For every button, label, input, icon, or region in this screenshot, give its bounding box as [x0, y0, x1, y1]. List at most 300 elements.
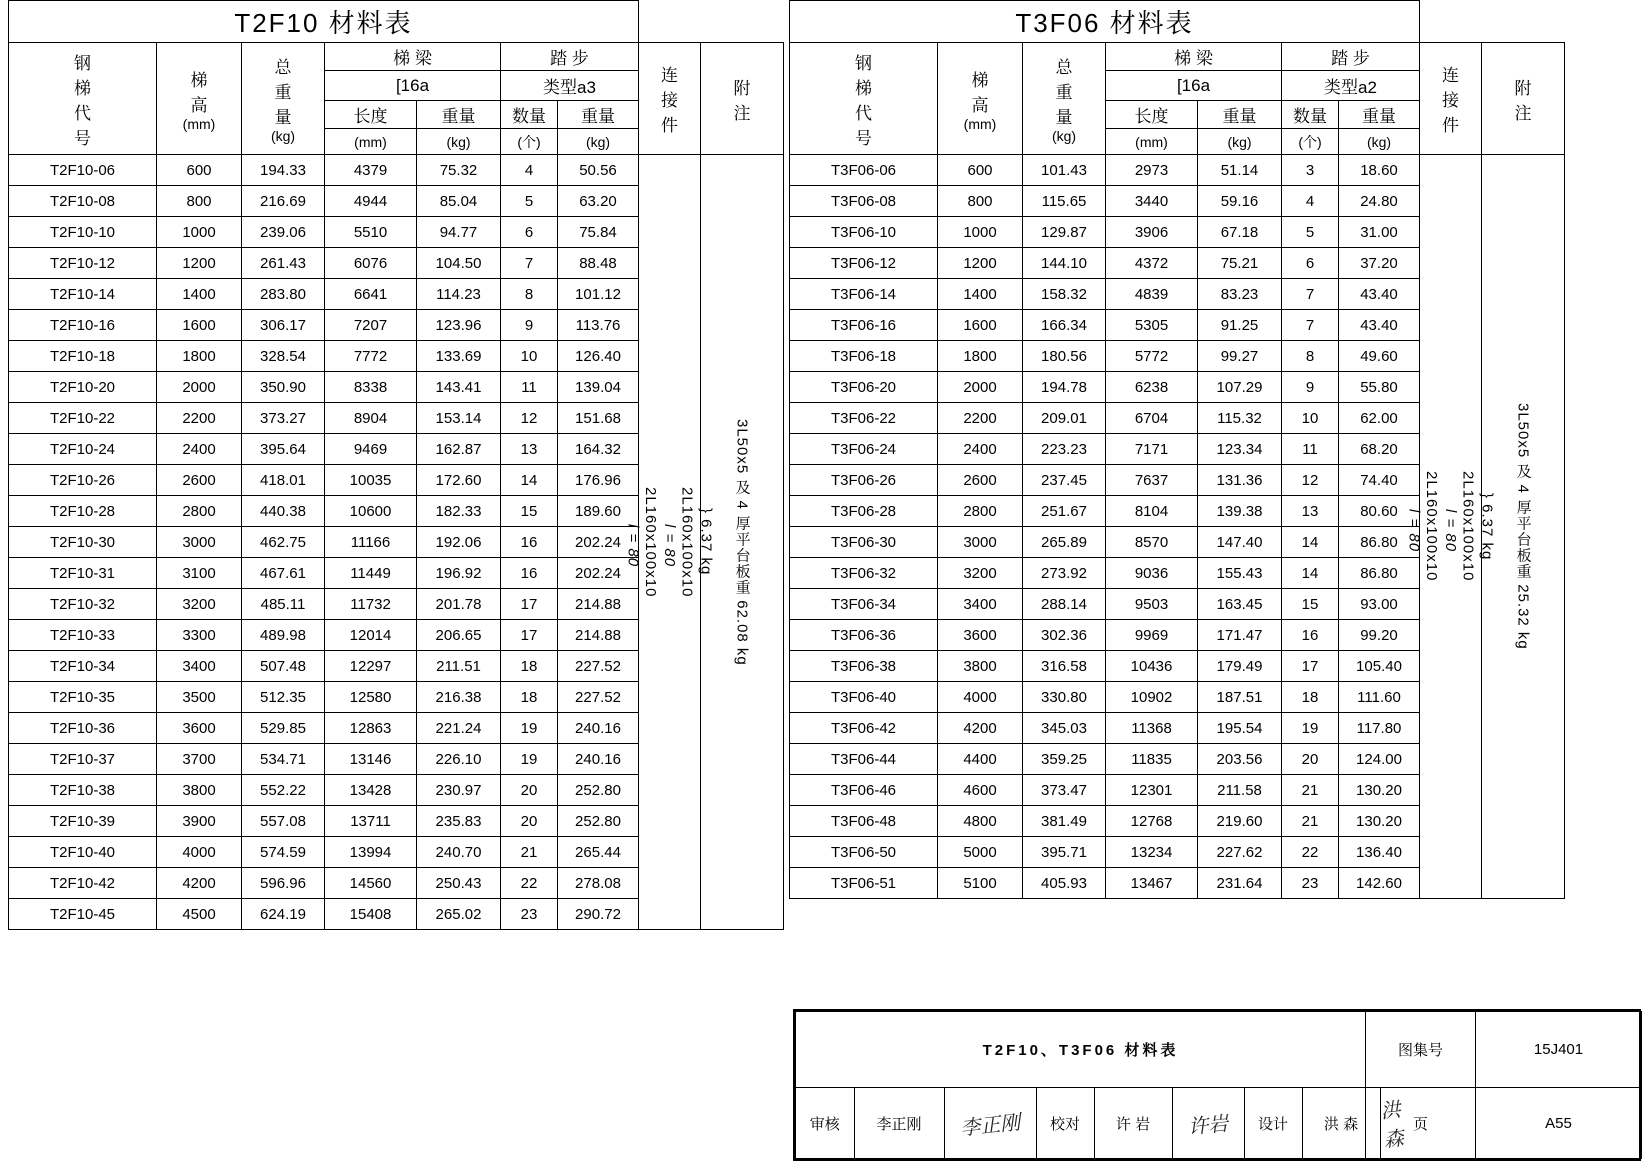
hdr-conn-l2: 接 [1442, 91, 1459, 110]
row-value-cell: 16 [1282, 620, 1339, 651]
row-value-cell: 11368 [1106, 713, 1198, 744]
row-value-cell: 2400 [938, 434, 1023, 465]
row-code-cell: T2F10-22 [9, 403, 157, 434]
row-code-cell: T2F10-30 [9, 527, 157, 558]
row-value-cell: 219.60 [1198, 806, 1282, 837]
right-header-step-weight: 重量 [1339, 101, 1420, 129]
row-value-cell: 12580 [325, 682, 417, 713]
row-code-cell: T2F10-33 [9, 620, 157, 651]
design-sign-text: 洪森 [1379, 1099, 1405, 1153]
row-value-cell: 240.16 [558, 744, 639, 775]
row-value-cell: 1000 [938, 217, 1023, 248]
hdr-remark-l1: 附 [1514, 78, 1532, 98]
row-code-cell: T3F06-28 [790, 496, 938, 527]
row-value-cell: 4200 [938, 713, 1023, 744]
row-value-cell: 557.08 [242, 806, 325, 837]
row-value-cell: 3200 [157, 589, 242, 620]
left-material-table [8, 0, 784, 930]
row-value-cell: 12 [1282, 465, 1339, 496]
row-value-cell: 171.47 [1198, 620, 1282, 651]
row-value-cell: 101.12 [558, 279, 639, 310]
row-value-cell: 1800 [938, 341, 1023, 372]
row-value-cell: 216.69 [242, 186, 325, 217]
row-value-cell: 418.01 [242, 465, 325, 496]
left-header-step-qty-unit: (个) [501, 129, 558, 155]
row-value-cell: 600 [938, 155, 1023, 186]
left-header-code [9, 43, 157, 155]
row-value-cell: 5000 [938, 837, 1023, 868]
row-value-cell: 18.60 [1339, 155, 1420, 186]
row-value-cell: 8904 [325, 403, 417, 434]
hdr-code-l2: 梯 [855, 78, 872, 98]
row-value-cell: 189.60 [558, 496, 639, 527]
row-code-cell: T3F06-06 [790, 155, 938, 186]
row-value-cell: 13711 [325, 806, 417, 837]
left-header-step-group: 踏 步 [501, 43, 639, 71]
hdr-tw-l2: 重 [1055, 83, 1073, 102]
row-code-cell: T3F06-42 [790, 713, 938, 744]
row-code-cell: T3F06-30 [790, 527, 938, 558]
title-block [793, 1009, 1641, 1161]
row-value-cell: 13 [501, 434, 558, 465]
hdr-tw-l3: 量 [1055, 108, 1073, 127]
row-value-cell: 105.40 [1339, 651, 1420, 682]
row-value-cell: 101.43 [1023, 155, 1106, 186]
hdr-height-unit: (mm) [182, 115, 216, 132]
right-header-height [938, 43, 1023, 155]
row-value-cell: 21 [1282, 806, 1339, 837]
row-code-cell: T3F06-12 [790, 248, 938, 279]
row-value-cell: 16 [501, 527, 558, 558]
titleblock-review-label: 审核 [796, 1088, 854, 1158]
row-value-cell: 395.71 [1023, 837, 1106, 868]
row-value-cell: 142.60 [1339, 868, 1420, 899]
row-value-cell: 179.49 [1198, 651, 1282, 682]
right-header-step-weight-unit: (kg) [1339, 129, 1420, 155]
row-value-cell: 151.68 [558, 403, 639, 434]
row-value-cell: 800 [157, 186, 242, 217]
row-value-cell: 1200 [157, 248, 242, 279]
row-value-cell: 130.20 [1339, 775, 1420, 806]
titleblock-atlas-value: 15J401 [1476, 1012, 1642, 1088]
row-value-cell: 143.41 [417, 372, 501, 403]
row-value-cell: 5 [501, 186, 558, 217]
right-header-step-qty-unit: (个) [1282, 129, 1339, 155]
row-value-cell: 209.01 [1023, 403, 1106, 434]
hdr-height-unit: (mm) [963, 115, 997, 132]
row-value-cell: 5100 [938, 868, 1023, 899]
row-value-cell: 11 [1282, 434, 1339, 465]
row-value-cell: 75.21 [1198, 248, 1282, 279]
row-value-cell: 2800 [938, 496, 1023, 527]
row-code-cell: T2F10-42 [9, 868, 157, 899]
check-sign-text: 许岩 [1187, 1112, 1230, 1139]
row-value-cell: 85.04 [417, 186, 501, 217]
row-value-cell: 440.38 [242, 496, 325, 527]
row-value-cell: 2600 [157, 465, 242, 496]
left-header-step-weight-unit: (kg) [558, 129, 639, 155]
row-value-cell: 113.76 [558, 310, 639, 341]
row-value-cell: 13146 [325, 744, 417, 775]
row-value-cell: 8104 [1106, 496, 1198, 527]
row-value-cell: 130.20 [1339, 806, 1420, 837]
connector-spec-line: 2L160x100x10 l = 80 [624, 486, 659, 598]
row-value-cell: 3800 [938, 651, 1023, 682]
hdr-code-l1: 钢 [855, 53, 872, 73]
row-value-cell: 3600 [938, 620, 1023, 651]
hdr-height-l1: 梯 [190, 70, 208, 90]
hdr-code-l4: 号 [855, 128, 872, 148]
titleblock-check-name: 许 岩 [1094, 1088, 1172, 1158]
row-value-cell: 80.60 [1339, 496, 1420, 527]
row-code-cell: T3F06-18 [790, 341, 938, 372]
hdr-conn-l2: 接 [661, 91, 678, 110]
row-value-cell: 552.22 [242, 775, 325, 806]
row-value-cell: 211.58 [1198, 775, 1282, 806]
row-value-cell: 512.35 [242, 682, 325, 713]
row-value-cell: 136.40 [1339, 837, 1420, 868]
row-value-cell: 7 [501, 248, 558, 279]
row-value-cell: 43.40 [1339, 310, 1420, 341]
row-value-cell: 240.16 [558, 713, 639, 744]
row-value-cell: 5 [1282, 217, 1339, 248]
row-value-cell: 6641 [325, 279, 417, 310]
row-value-cell: 94.77 [417, 217, 501, 248]
row-value-cell: 1400 [157, 279, 242, 310]
hdr-tw-unit: (kg) [270, 128, 296, 144]
row-value-cell: 4 [501, 155, 558, 186]
connector-spec-line: 2L160x100x10 l = 80 [1442, 471, 1477, 582]
row-value-cell: 194.33 [242, 155, 325, 186]
row-value-cell: 2800 [157, 496, 242, 527]
left-header-beam-length: 长度 [325, 101, 417, 129]
titleblock-design-label: 设计 [1244, 1088, 1302, 1158]
right-header-beam-group: 梯 梁 [1106, 43, 1282, 71]
row-value-cell: 49.60 [1339, 341, 1420, 372]
row-value-cell: 359.25 [1023, 744, 1106, 775]
hdr-remark-l1: 附 [733, 78, 751, 98]
row-value-cell: 265.44 [558, 837, 639, 868]
row-value-cell: 237.45 [1023, 465, 1106, 496]
row-value-cell: 166.34 [1023, 310, 1106, 341]
row-value-cell: 330.80 [1023, 682, 1106, 713]
row-value-cell: 10902 [1106, 682, 1198, 713]
hdr-height-l2: 高 [971, 95, 989, 115]
row-value-cell: 155.43 [1198, 558, 1282, 589]
row-value-cell: 405.93 [1023, 868, 1106, 899]
row-value-cell: 223.23 [1023, 434, 1106, 465]
row-code-cell: T2F10-18 [9, 341, 157, 372]
row-value-cell: 12297 [325, 651, 417, 682]
row-value-cell: 194.78 [1023, 372, 1106, 403]
row-value-cell: 3800 [157, 775, 242, 806]
row-value-cell: 163.45 [1198, 589, 1282, 620]
row-value-cell: 206.65 [417, 620, 501, 651]
row-value-cell: 9 [1282, 372, 1339, 403]
hdr-conn-l1: 连 [1442, 66, 1459, 85]
row-code-cell: T2F10-39 [9, 806, 157, 837]
row-value-cell: 2400 [157, 434, 242, 465]
row-value-cell: 306.17 [242, 310, 325, 341]
row-value-cell: 196.92 [417, 558, 501, 589]
row-value-cell: 1600 [157, 310, 242, 341]
row-value-cell: 624.19 [242, 899, 325, 930]
left-header-beam-group: 梯 梁 [325, 43, 501, 71]
row-value-cell: 172.60 [417, 465, 501, 496]
row-value-cell: 13467 [1106, 868, 1198, 899]
row-value-cell: 203.56 [1198, 744, 1282, 775]
row-value-cell: 139.04 [558, 372, 639, 403]
row-value-cell: 1000 [157, 217, 242, 248]
row-code-cell: T3F06-22 [790, 403, 938, 434]
row-value-cell: 9 [501, 310, 558, 341]
row-value-cell: 23 [1282, 868, 1339, 899]
row-code-cell: T3F06-14 [790, 279, 938, 310]
left-header-beam-weight: 重量 [417, 101, 501, 129]
hdr-tw-l3: 量 [274, 108, 292, 127]
row-code-cell: T3F06-46 [790, 775, 938, 806]
right-header-step-group: 踏 步 [1282, 43, 1420, 71]
row-value-cell: 13234 [1106, 837, 1198, 868]
row-value-cell: 124.00 [1339, 744, 1420, 775]
row-value-cell: 6 [501, 217, 558, 248]
right-header-beam-weight: 重量 [1198, 101, 1282, 129]
row-code-cell: T2F10-10 [9, 217, 157, 248]
row-value-cell: 211.51 [417, 651, 501, 682]
right-header-total-weight [1023, 43, 1106, 155]
row-value-cell: 4944 [325, 186, 417, 217]
left-header-connector [639, 43, 701, 155]
row-value-cell: 16 [501, 558, 558, 589]
row-value-cell: 9969 [1106, 620, 1198, 651]
row-code-cell: T3F06-20 [790, 372, 938, 403]
row-value-cell: 202.24 [558, 558, 639, 589]
row-value-cell: 12014 [325, 620, 417, 651]
connector-spec-line: 2L160x100x10 l = 80 [1405, 471, 1440, 582]
row-value-cell: 252.80 [558, 775, 639, 806]
row-value-cell: 7 [1282, 279, 1339, 310]
row-value-cell: 283.80 [242, 279, 325, 310]
row-value-cell: 596.96 [242, 868, 325, 899]
row-value-cell: 239.06 [242, 217, 325, 248]
row-value-cell: 123.34 [1198, 434, 1282, 465]
row-value-cell: 600 [157, 155, 242, 186]
row-code-cell: T3F06-26 [790, 465, 938, 496]
row-value-cell: 7171 [1106, 434, 1198, 465]
left-header-beam-spec: [16a [325, 71, 501, 101]
row-value-cell: 74.40 [1339, 465, 1420, 496]
row-value-cell: 6076 [325, 248, 417, 279]
row-value-cell: 91.25 [1198, 310, 1282, 341]
row-value-cell: 373.27 [242, 403, 325, 434]
row-value-cell: 63.20 [558, 186, 639, 217]
row-value-cell: 75.32 [417, 155, 501, 186]
hdr-tw-unit: (kg) [1051, 128, 1077, 144]
titleblock-main-title: T2F10、T3F06 材料表 [796, 1012, 1366, 1088]
row-value-cell: 164.32 [558, 434, 639, 465]
hdr-conn-l1: 连 [661, 66, 678, 85]
row-value-cell: 316.58 [1023, 651, 1106, 682]
row-value-cell: 467.61 [242, 558, 325, 589]
row-value-cell: 395.64 [242, 434, 325, 465]
row-value-cell: 350.90 [242, 372, 325, 403]
row-value-cell: 117.80 [1339, 713, 1420, 744]
row-value-cell: 9036 [1106, 558, 1198, 589]
left-header-remark [701, 43, 784, 155]
left-header-height [157, 43, 242, 155]
row-value-cell: 3400 [938, 589, 1023, 620]
left-header-step-qty: 数量 [501, 101, 558, 129]
row-value-cell: 20 [1282, 744, 1339, 775]
row-value-cell: 144.10 [1023, 248, 1106, 279]
row-value-cell: 265.02 [417, 899, 501, 930]
row-value-cell: 10436 [1106, 651, 1198, 682]
row-value-cell: 139.38 [1198, 496, 1282, 527]
row-value-cell: 381.49 [1023, 806, 1106, 837]
row-value-cell: 574.59 [242, 837, 325, 868]
row-value-cell: 62.00 [1339, 403, 1420, 434]
row-code-cell: T3F06-44 [790, 744, 938, 775]
row-value-cell: 3 [1282, 155, 1339, 186]
table-row [790, 155, 1565, 186]
row-value-cell: 11 [501, 372, 558, 403]
row-code-cell: T2F10-34 [9, 651, 157, 682]
row-value-cell: 1600 [938, 310, 1023, 341]
row-value-cell: 7 [1282, 310, 1339, 341]
row-value-cell: 83.23 [1198, 279, 1282, 310]
left-connector-note [624, 155, 715, 930]
row-value-cell: 7772 [325, 341, 417, 372]
row-value-cell: 14 [1282, 558, 1339, 589]
row-value-cell: 50.56 [558, 155, 639, 186]
row-value-cell: 14 [1282, 527, 1339, 558]
row-value-cell: 11835 [1106, 744, 1198, 775]
row-value-cell: 14 [501, 465, 558, 496]
row-value-cell: 8570 [1106, 527, 1198, 558]
right-table-title: T3F06 材料表 [790, 1, 1420, 43]
row-value-cell: 123.96 [417, 310, 501, 341]
row-value-cell: 221.24 [417, 713, 501, 744]
row-value-cell: 5510 [325, 217, 417, 248]
row-value-cell: 489.98 [242, 620, 325, 651]
row-code-cell: T3F06-34 [790, 589, 938, 620]
row-value-cell: 21 [1282, 775, 1339, 806]
right-connector-note [1405, 155, 1496, 899]
row-value-cell: 19 [501, 713, 558, 744]
row-value-cell: 13994 [325, 837, 417, 868]
row-code-cell: T2F10-36 [9, 713, 157, 744]
row-value-cell: 93.00 [1339, 589, 1420, 620]
row-value-cell: 10 [1282, 403, 1339, 434]
row-value-cell: 1800 [157, 341, 242, 372]
row-value-cell: 8338 [325, 372, 417, 403]
row-value-cell: 2000 [938, 372, 1023, 403]
table-row [9, 155, 784, 186]
row-value-cell: 4372 [1106, 248, 1198, 279]
right-material-table [789, 0, 1565, 899]
row-value-cell: 23 [501, 899, 558, 930]
right-material-table-wrapper [789, 0, 1564, 899]
row-value-cell: 3400 [157, 651, 242, 682]
titleblock-design-name: 洪 森 [1302, 1088, 1380, 1158]
hdr-code-l1: 钢 [74, 53, 91, 73]
row-value-cell: 214.88 [558, 620, 639, 651]
right-table-body [790, 155, 1565, 899]
titleblock-atlas-label: 图集号 [1366, 1012, 1476, 1088]
row-value-cell: 3700 [157, 744, 242, 775]
hdr-height-l2: 高 [190, 95, 208, 115]
row-value-cell: 111.60 [1339, 682, 1420, 713]
row-value-cell: 24.80 [1339, 186, 1420, 217]
row-value-cell: 3200 [938, 558, 1023, 589]
left-header-step-type: 类型a3 [501, 71, 639, 101]
row-value-cell: 290.72 [558, 899, 639, 930]
review-sign-text: 李正刚 [959, 1111, 1022, 1140]
row-code-cell: T2F10-31 [9, 558, 157, 589]
row-value-cell: 3300 [157, 620, 242, 651]
right-header-remark [1482, 43, 1565, 155]
row-value-cell: 13 [1282, 496, 1339, 527]
row-value-cell: 15 [501, 496, 558, 527]
row-code-cell: T3F06-32 [790, 558, 938, 589]
row-value-cell: 227.62 [1198, 837, 1282, 868]
row-value-cell: 230.97 [417, 775, 501, 806]
row-code-cell: T3F06-16 [790, 310, 938, 341]
row-value-cell: 7637 [1106, 465, 1198, 496]
right-header-beam-length-unit: (mm) [1106, 129, 1198, 155]
row-code-cell: T3F06-24 [790, 434, 938, 465]
row-value-cell: 265.89 [1023, 527, 1106, 558]
row-value-cell: 9503 [1106, 589, 1198, 620]
row-value-cell: 153.14 [417, 403, 501, 434]
hdr-code-l3: 代 [855, 103, 872, 123]
row-value-cell: 195.54 [1198, 713, 1282, 744]
row-value-cell: 2973 [1106, 155, 1198, 186]
hdr-tw-l1: 总 [1055, 58, 1073, 77]
row-value-cell: 104.50 [417, 248, 501, 279]
hdr-tw-l2: 重 [274, 83, 292, 102]
left-header-beam-weight-unit: (kg) [417, 129, 501, 155]
row-value-cell: 2200 [938, 403, 1023, 434]
connector-total-weight: } 6.37 kg [697, 508, 715, 576]
row-value-cell: 147.40 [1198, 527, 1282, 558]
row-value-cell: 187.51 [1198, 682, 1282, 713]
row-value-cell: 4379 [325, 155, 417, 186]
left-remark-note: 3L50x5 及 4 厚平台板重 62.08 kg [701, 155, 784, 930]
row-value-cell: 6 [1282, 248, 1339, 279]
row-value-cell: 114.23 [417, 279, 501, 310]
row-value-cell: 6704 [1106, 403, 1198, 434]
row-value-cell: 12301 [1106, 775, 1198, 806]
connector-spec-line: 2L160x100x10 l = 80 [661, 486, 696, 598]
row-code-cell: T3F06-50 [790, 837, 938, 868]
titleblock-review-signature [944, 1088, 1036, 1158]
row-value-cell: 107.29 [1198, 372, 1282, 403]
row-value-cell: 51.14 [1198, 155, 1282, 186]
row-value-cell: 176.96 [558, 465, 639, 496]
row-value-cell: 8 [1282, 341, 1339, 372]
row-value-cell: 133.69 [417, 341, 501, 372]
right-header-step-qty: 数量 [1282, 101, 1339, 129]
row-code-cell: T2F10-12 [9, 248, 157, 279]
row-value-cell: 180.56 [1023, 341, 1106, 372]
row-value-cell: 22 [501, 868, 558, 899]
left-table-title: T2F10 材料表 [9, 1, 639, 43]
row-value-cell: 12 [501, 403, 558, 434]
row-value-cell: 1200 [938, 248, 1023, 279]
row-value-cell: 4600 [938, 775, 1023, 806]
row-value-cell: 278.08 [558, 868, 639, 899]
